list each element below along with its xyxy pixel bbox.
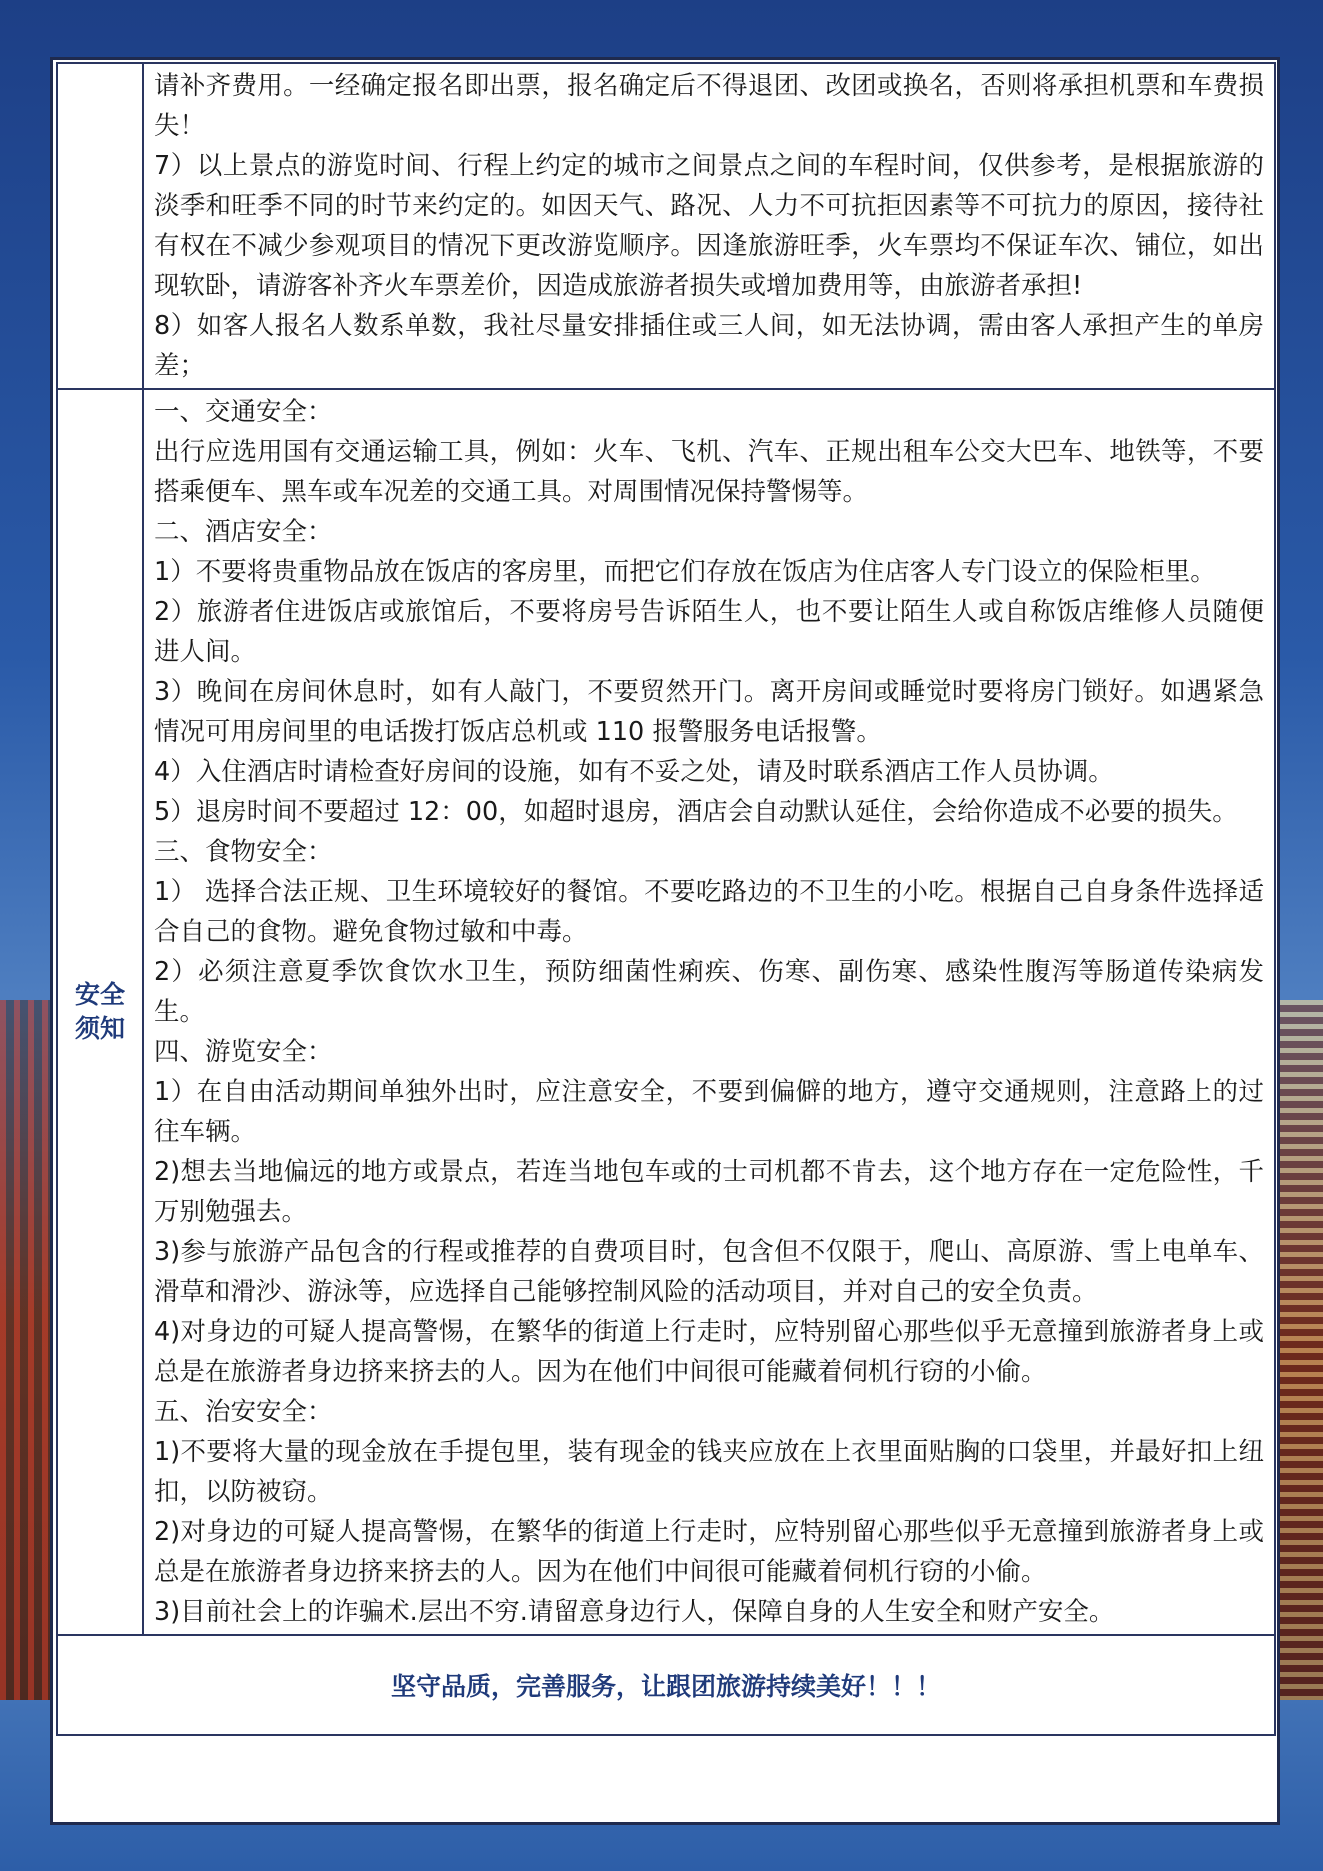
section-heading: 二、酒店安全： — [154, 517, 333, 547]
safety-label-line2: 须知 — [74, 1014, 125, 1043]
safety-paragraph: 3)目前社会上的诈骗术.层出不穷.请留意身边行人，保障自身的人生安全和财产安全。 — [154, 1597, 1115, 1627]
safety-paragraph: 1）在自由活动期间单独外出时，应注意安全，不要到偏僻的地方，遵守交通规则，注意路上的过往车辆。 — [154, 1077, 1264, 1147]
safety-label-line1: 安全 — [74, 980, 125, 1009]
safety-paragraph: 2）必须注意夏季饮食饮水卫生，预防细菌性痢疾、伤寒、副伤寒、感染性腹泻等肠道传染病发生。 — [154, 957, 1264, 1027]
safety-paragraph: 2)对身边的可疑人提高警惕，在繁华的街道上行走时，应特别留心那些似乎无意撞到旅游者身上或总是在旅游者身边挤来挤去的人。因为在他们中间很可能藏着伺机行窃的小偷。 — [154, 1517, 1264, 1587]
section-heading: 四、游览安全： — [154, 1037, 333, 1067]
notes-label-cell — [57, 63, 143, 389]
safety-paragraph: 4）入住酒店时请检查好房间的设施，如有不妥之处，请及时联系酒店工作人员协调。 — [154, 757, 1114, 787]
section-heading: 一、交通安全： — [154, 397, 333, 427]
notes-paragraph: 7）以上景点的游览时间、行程上约定的城市之间景点之间的车程时间，仅供参考，是根据旅游的淡季和旺季不同的时节来约定的。如因天气、路况、人力不可抗拒因素等不可抗力的原因，接待社有权在不减少参观项目的情况下更改游览顺序。因逢旅游旺季，火车票均不保证车次、铺位，如出现软卧，请游客补齐火车票差价，因造成旅游者损失或增加费用等，由旅游者承担! — [154, 151, 1264, 301]
notes-paragraph: 8）如客人报名人数系单数，我社尽量安排插住或三人间，如无法协调，需由客人承担产生的单房差； — [154, 311, 1264, 381]
safety-paragraph: 3)参与旅游产品包含的行程或推荐的自费项目时，包含但不仅限于，爬山、高原游、雪上电单车、滑草和滑沙、游泳等，应选择自己能够控制风险的活动项目，并对自己的安全负责。 — [154, 1237, 1264, 1307]
table-row-safety — [57, 389, 1275, 1635]
safety-paragraph: 1） 选择合法正规、卫生环境较好的餐馆。不要吃路边的不卫生的小吃。根据自己自身条件选择适合自己的食物。避免食物过敏和中毒。 — [154, 877, 1264, 947]
itinerary-table — [56, 62, 1276, 1736]
document-page — [50, 57, 1280, 1825]
safety-paragraph: 1）不要将贵重物品放在饭店的客房里，而把它们存放在饭店为住店客人专门设立的保险柜里。 — [154, 557, 1216, 587]
safety-paragraph: 2）旅游者住进饭店或旅馆后，不要将房号告诉陌生人，也不要让陌生人或自称饭店维修人员随便进人间。 — [154, 597, 1264, 667]
safety-paragraph: 2)想去当地偏远的地方或景点，若连当地包车或的士司机都不肯去，这个地方存在一定危险性，千万别勉强去。 — [154, 1157, 1264, 1227]
safety-paragraph: 4)对身边的可疑人提高警惕，在繁华的街道上行走时，应特别留心那些似乎无意撞到旅游者身上或总是在旅游者身边挤来挤去的人。因为在他们中间很可能藏着伺机行窃的小偷。 — [154, 1317, 1264, 1387]
table-row-notes — [57, 63, 1275, 389]
notes-content-cell — [143, 63, 1275, 389]
section-heading: 三、食物安全： — [154, 837, 333, 867]
safety-paragraph: 出行应选用国有交通运输工具，例如：火车、飞机、汽车、正规出租车公交大巴车、地铁等，不要搭乘便车、黑车或车况差的交通工具。对周围情况保持警惕等。 — [154, 437, 1264, 507]
safety-paragraph: 3）晚间在房间休息时，如有人敲门，不要贸然开门。离开房间或睡觉时要将房门锁好。如遇紧急情况可用房间里的电话拨打饭店总机或 110 报警服务电话报警。 — [154, 677, 1264, 747]
notes-paragraph: 请补齐费用。一经确定报名即出票，报名确定后不得退团、改团或换名，否则将承担机票和车费损失！ — [154, 71, 1264, 141]
safety-label-cell — [57, 389, 143, 1635]
table-row-footer — [57, 1635, 1275, 1735]
safety-paragraph: 1)不要将大量的现金放在手提包里，装有现金的钱夹应放在上衣里面贴胸的口袋里，并最好扣上纽扣，以防被窃。 — [154, 1437, 1264, 1507]
safety-content-cell — [143, 389, 1275, 1635]
footer-slogan: 坚守品质，完善服务，让跟团旅游持续美好！！！ — [57, 1635, 1275, 1735]
section-heading: 五、治安安全： — [154, 1397, 333, 1427]
safety-paragraph: 5）退房时间不要超过 12：00，如超时退房，酒店会自动默认延住，会给你造成不必要的损失。 — [154, 797, 1238, 827]
